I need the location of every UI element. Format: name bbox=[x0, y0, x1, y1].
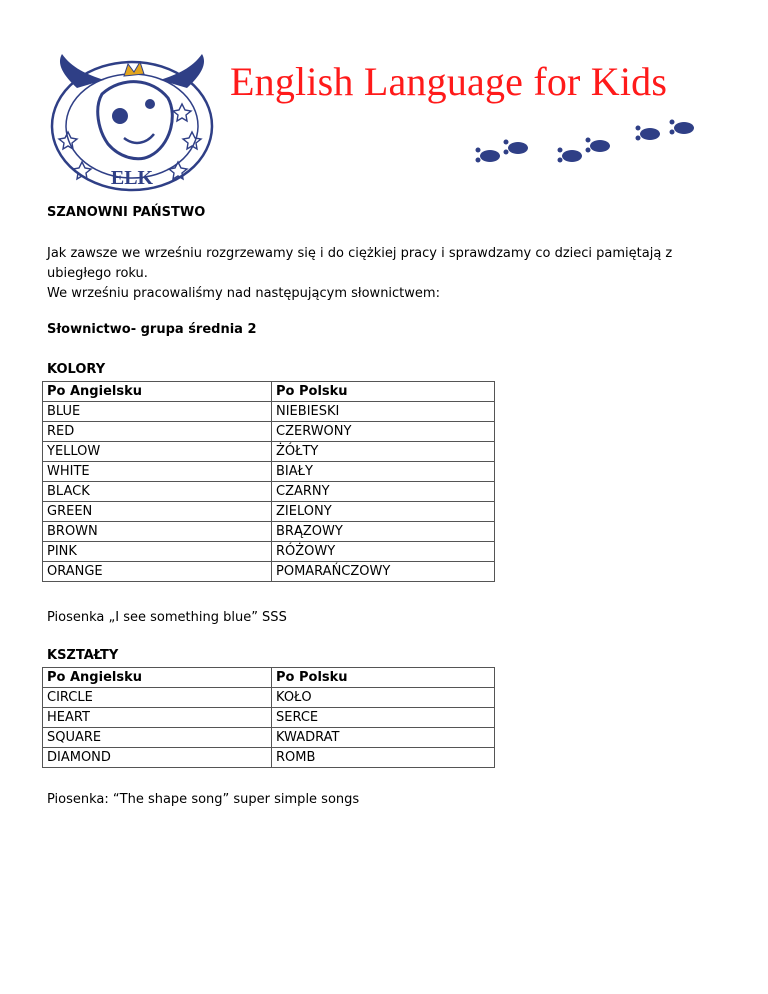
table-row bbox=[43, 688, 495, 708]
table-row bbox=[43, 522, 495, 542]
logo-text: ELK bbox=[110, 167, 154, 189]
table-row bbox=[43, 402, 495, 422]
polish-word: SERCE bbox=[272, 708, 495, 728]
table-row bbox=[43, 422, 495, 442]
brand-title: English Language for Kids bbox=[230, 59, 668, 104]
table-row bbox=[43, 442, 495, 462]
intro-line-2: We wrześniu pracowaliśmy nad następującym słownictwem: bbox=[47, 286, 440, 301]
table-row bbox=[43, 708, 495, 728]
polish-word: BIAŁY bbox=[272, 462, 495, 482]
table-row bbox=[43, 462, 495, 482]
english-word: RED bbox=[43, 422, 272, 442]
shapes-song: Piosenka: “The shape song” super simple songs bbox=[47, 792, 360, 807]
english-word: WHITE bbox=[43, 462, 272, 482]
group-title: Słownictwo- grupa średnia 2 bbox=[47, 322, 257, 337]
header-polish: Po Polsku bbox=[272, 382, 495, 402]
english-word: BLUE bbox=[43, 402, 272, 422]
table-row bbox=[43, 728, 495, 748]
elk-logo bbox=[42, 46, 222, 196]
colors-label: KOLORY bbox=[47, 362, 106, 377]
polish-word: NIEBIESKI bbox=[272, 402, 495, 422]
colors-song: Piosenka „I see something blue” SSS bbox=[47, 610, 287, 625]
table-row bbox=[43, 562, 495, 582]
polish-word: CZARNY bbox=[272, 482, 495, 502]
english-word: DIAMOND bbox=[43, 748, 272, 768]
table-header-row bbox=[43, 668, 495, 688]
polish-word: POMARAŃCZOWY bbox=[272, 562, 495, 582]
intro-line-1: Jak zawsze we wrześniu rozgrzewamy się i do ciężkiej pracy i sprawdzamy co dzieci pamiętają z ubiegłego roku. bbox=[47, 246, 673, 281]
header-english: Po Angielsku bbox=[43, 668, 272, 688]
table-row bbox=[43, 502, 495, 522]
polish-word: ROMB bbox=[272, 748, 495, 768]
english-word: GREEN bbox=[43, 502, 272, 522]
table-row bbox=[43, 748, 495, 768]
english-word: HEART bbox=[43, 708, 272, 728]
polish-word: ZIELONY bbox=[272, 502, 495, 522]
english-word: CIRCLE bbox=[43, 688, 272, 708]
shapes-label: KSZTAŁTY bbox=[47, 648, 119, 663]
polish-word: KWADRAT bbox=[272, 728, 495, 748]
header-english: Po Angielsku bbox=[43, 382, 272, 402]
english-word: BLACK bbox=[43, 482, 272, 502]
polish-word: RÓŻOWY bbox=[272, 542, 495, 562]
polish-word: KOŁO bbox=[272, 688, 495, 708]
english-word: SQUARE bbox=[43, 728, 272, 748]
polish-word: BRĄZOWY bbox=[272, 522, 495, 542]
footprints-decoration bbox=[472, 116, 702, 176]
shapes-table bbox=[42, 667, 495, 768]
table-row bbox=[43, 542, 495, 562]
english-word: ORANGE bbox=[43, 562, 272, 582]
table-row bbox=[43, 482, 495, 502]
salutation: SZANOWNI PAŃSTWO bbox=[47, 205, 206, 220]
polish-word: CZERWONY bbox=[272, 422, 495, 442]
intro-text bbox=[47, 244, 727, 304]
polish-word: ŻÓŁTY bbox=[272, 442, 495, 462]
english-word: YELLOW bbox=[43, 442, 272, 462]
english-word: PINK bbox=[43, 542, 272, 562]
colors-table bbox=[42, 381, 495, 582]
table-header-row bbox=[43, 382, 495, 402]
header-polish: Po Polsku bbox=[272, 668, 495, 688]
english-word: BROWN bbox=[43, 522, 272, 542]
